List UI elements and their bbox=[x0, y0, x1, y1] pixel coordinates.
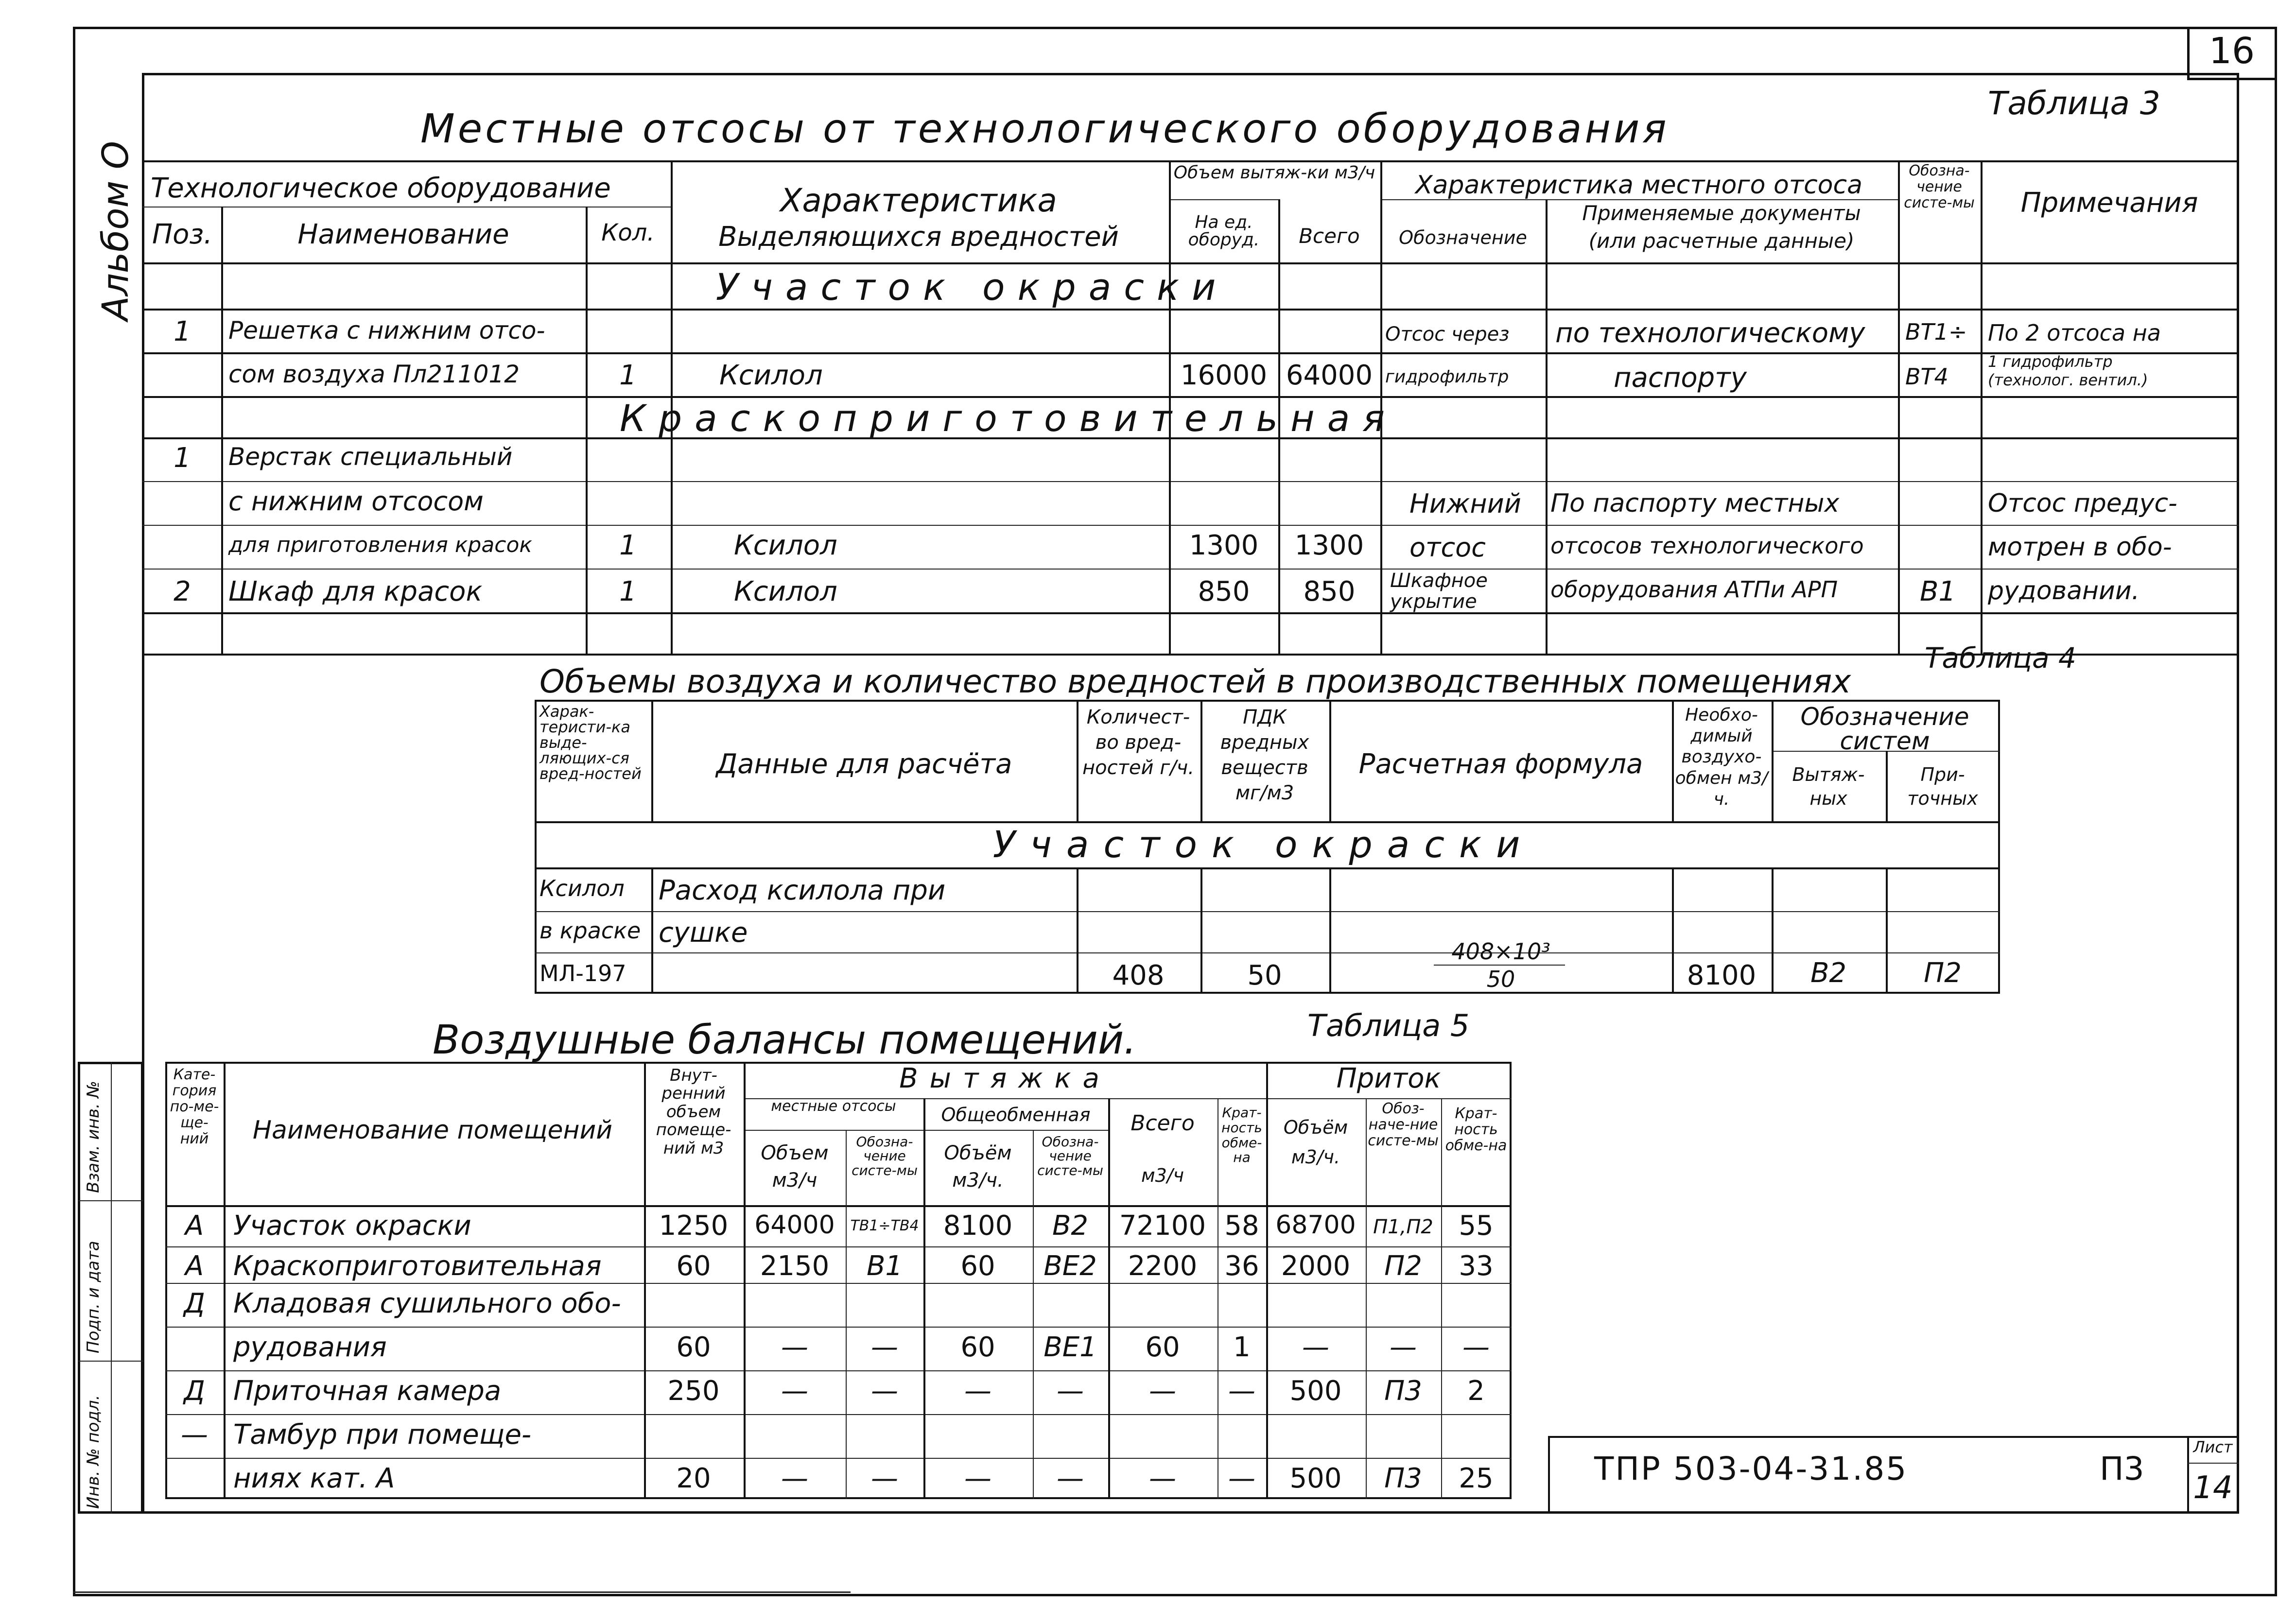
t4-h-systems: Обозначение систем bbox=[1800, 703, 1969, 755]
t5-r4-sv: 500 bbox=[1289, 1463, 1342, 1494]
t3-r3-desig1: Шкафное bbox=[1390, 570, 1488, 592]
t5-r2-rate: 1 bbox=[1233, 1331, 1251, 1363]
drawing-code: ТПР 503-04-31.85 bbox=[1594, 1450, 1908, 1487]
t3-r1-note2: 1 гидрофильтр bbox=[1988, 352, 2113, 371]
t5-r0-tot: 72100 bbox=[1119, 1210, 1206, 1242]
t3-r2-subst: Ксилол bbox=[734, 530, 837, 561]
drawing-mark: П3 bbox=[2100, 1450, 2144, 1487]
t5-r4-cat: — bbox=[181, 1419, 208, 1451]
t5-r2-ls: — bbox=[871, 1331, 898, 1363]
t5-h-sup-sys: Обоз-наче-ние систе-мы bbox=[1368, 1100, 1439, 1149]
t3-section-paint-prep: Краскоприготовительная bbox=[619, 397, 1398, 440]
t3-r1-desig1: Отсос через bbox=[1385, 323, 1510, 346]
bottom-rule bbox=[73, 1591, 851, 1593]
t3-h-name: Наименование bbox=[297, 219, 509, 250]
table4-title: Объемы воздуха и количество вредностей в производственных помещениях bbox=[539, 663, 1851, 700]
t5-r1-sr: 33 bbox=[1459, 1250, 1494, 1282]
t3-h-total: Всего bbox=[1299, 224, 1360, 248]
t3-r1-doc1: по технологическому bbox=[1555, 317, 1865, 349]
t3-r2-name2: с нижним отсосом bbox=[228, 486, 484, 517]
t3-section-painting: Участок окраски bbox=[715, 265, 1229, 309]
t3-h-docs2: (или расчетные данные) bbox=[1588, 229, 1855, 253]
table3-caption: Таблица 3 bbox=[1988, 85, 2160, 122]
album-label: Альбом О bbox=[95, 140, 137, 321]
t3-r1-name2: сом воздуха Пл211012 bbox=[228, 360, 520, 388]
t5-h-local-sys: Обозна-чение систе-мы bbox=[852, 1134, 918, 1178]
t3-r2-desig1: Нижний bbox=[1409, 488, 1521, 519]
t3-h-local: Характеристика местного отсоса bbox=[1415, 171, 1862, 200]
t5-r3-vol: 250 bbox=[667, 1375, 720, 1407]
t3-h-unit: На ед. оборуд. bbox=[1188, 212, 1260, 250]
t3-h-equipment: Технологическое оборудование bbox=[151, 173, 611, 204]
t3-r2-doc2: отсосов технологического bbox=[1550, 533, 1864, 559]
t5-r1-sv: 2000 bbox=[1281, 1250, 1351, 1282]
t5-h-volume: Внут-ренний объем помеще-ний м3 bbox=[656, 1066, 731, 1158]
t5-r3-sr: 2 bbox=[1467, 1375, 1485, 1407]
t3-r3-pos: 2 bbox=[174, 576, 191, 607]
t3-r2-doc3: оборудования АТПи АРП bbox=[1550, 576, 1838, 603]
t3-r2-desig2: отсос bbox=[1409, 532, 1486, 563]
t5-h-total: Всего bbox=[1131, 1111, 1195, 1136]
t3-r1-name1: Решетка с нижним отсо- bbox=[228, 316, 545, 345]
t3-r2-name1: Верстак специальный bbox=[228, 443, 513, 471]
t4-formula-den: 50 bbox=[1486, 966, 1515, 992]
t3-r1-note3: (технолог. вентил.) bbox=[1988, 371, 2148, 389]
t5-r2-lv: — bbox=[781, 1331, 808, 1363]
t3-h-system: Обозна-чение систе-мы bbox=[1904, 162, 1975, 211]
t5-r2-sr: — bbox=[1462, 1331, 1490, 1363]
t3-r3-subst: Ксилол bbox=[734, 576, 837, 607]
t5-r0-sv: 68700 bbox=[1275, 1210, 1356, 1240]
t5-r3-tot: — bbox=[1149, 1375, 1176, 1407]
t3-r3-name: Шкаф для красок bbox=[228, 576, 483, 607]
t5-r0-ss: П1,П2 bbox=[1373, 1216, 1433, 1238]
t5-r4-ss: П3 bbox=[1384, 1463, 1422, 1494]
t4-h-supply: При-точных bbox=[1907, 764, 1978, 810]
t5-r0-rate: 58 bbox=[1224, 1210, 1259, 1242]
table5-caption: Таблица 5 bbox=[1307, 1008, 1470, 1043]
t5-r1-rate: 36 bbox=[1224, 1250, 1259, 1282]
t5-r2-vol: 60 bbox=[676, 1331, 711, 1363]
t5-r2-gs: ВЕ1 bbox=[1044, 1331, 1097, 1363]
t5-r1-ss: П2 bbox=[1384, 1250, 1422, 1282]
t3-h-docs1: Применяемые документы bbox=[1582, 201, 1861, 225]
t4-pdk: 50 bbox=[1247, 960, 1282, 991]
sheet-page-number: 14 bbox=[2193, 1470, 2233, 1506]
t4-section-painting: Участок окраски bbox=[992, 823, 1535, 866]
t4-airflow: 8100 bbox=[1687, 960, 1757, 991]
t3-r1-unit: 16000 bbox=[1180, 360, 1268, 391]
t5-r0-cat: А bbox=[185, 1210, 204, 1242]
t5-r0-vol: 1250 bbox=[659, 1210, 729, 1242]
t5-r0-gv: 8100 bbox=[943, 1210, 1013, 1242]
t5-r2-tot: 60 bbox=[1145, 1331, 1180, 1363]
t3-r1-pos: 1 bbox=[174, 316, 191, 347]
t3-r1-doc2: паспорту bbox=[1614, 362, 1747, 394]
t3-h-char2: Выделяющихся вредностей bbox=[718, 221, 1119, 253]
t3-r3-desig2: укрытие bbox=[1390, 590, 1477, 613]
t5-r1-cat: А bbox=[185, 1250, 204, 1282]
t5-r1-ls: В1 bbox=[866, 1250, 903, 1282]
t5-r3-gv: — bbox=[964, 1375, 991, 1407]
t5-r4-name2: ниях кат. А bbox=[233, 1463, 395, 1494]
t5-r3-cat: Д bbox=[184, 1375, 205, 1407]
t5-r4-ls: — bbox=[871, 1463, 898, 1494]
t5-h-general: Общеобменная bbox=[941, 1104, 1091, 1125]
t5-r1-tot: 2200 bbox=[1128, 1250, 1198, 1282]
t3-h-volume: Объем вытяж-ки м3/ч bbox=[1173, 163, 1375, 183]
t3-r3-qty: 1 bbox=[619, 576, 637, 607]
t3-r1-desig2: гидрофильтр bbox=[1385, 367, 1509, 387]
t3-r2-unit: 1300 bbox=[1189, 530, 1259, 561]
t5-h-sup-rate: Крат-ность обме-на bbox=[1445, 1105, 1507, 1154]
t4-xylene: Ксилол bbox=[539, 875, 625, 901]
t3-r2-note3: рудовании. bbox=[1988, 576, 2140, 605]
t5-r2-sv: — bbox=[1302, 1331, 1329, 1363]
t4-data2: сушке bbox=[659, 917, 748, 949]
table4-caption: Таблица 4 bbox=[1925, 641, 2076, 674]
t5-r2-name2: рудования bbox=[233, 1331, 387, 1363]
t5-h-name: Наименование помещений bbox=[252, 1116, 613, 1145]
t5-r1-name: Краскоприготовительная bbox=[233, 1250, 602, 1282]
t4-h-characteristic: Харак-теристи-ка выде-ляющих-ся вред-ностей bbox=[539, 702, 642, 783]
t3-r2-total: 1300 bbox=[1294, 530, 1364, 561]
t3-r2-qty: 1 bbox=[619, 530, 637, 561]
t5-r1-vol: 60 bbox=[676, 1250, 711, 1282]
t4-h-quantity: Количест-во вред-ностей г/ч. bbox=[1082, 706, 1195, 779]
t5-r4-lv: — bbox=[781, 1463, 808, 1494]
t5-r3-rate: — bbox=[1228, 1375, 1255, 1407]
t3-h-qty: Кол. bbox=[601, 219, 655, 246]
t4-in-paint: в краске bbox=[539, 917, 641, 944]
t4-h-exhaust: Вытяж-ных bbox=[1792, 764, 1865, 810]
t5-h-local: местные отсосы bbox=[771, 1098, 896, 1115]
t3-r1-note1: По 2 отсоса на bbox=[1988, 320, 2161, 346]
t3-r2-name3: для приготовления красок bbox=[228, 533, 532, 557]
t5-r4-gv: — bbox=[964, 1463, 991, 1494]
t5-r4-gs: — bbox=[1057, 1463, 1084, 1494]
t3-r3-total: 850 bbox=[1303, 576, 1356, 607]
table5-title: Воздушные балансы помещений. bbox=[433, 1017, 1137, 1063]
t4-ml197: МЛ-197 bbox=[539, 960, 626, 986]
t3-h-notes: Примечания bbox=[2020, 187, 2198, 219]
side-stamp-replace: Взам. инв. № bbox=[84, 1081, 103, 1193]
t3-r1-qty: 1 bbox=[619, 360, 637, 391]
t3-r2-doc1: По паспорту местных bbox=[1550, 489, 1840, 518]
t5-r2-ss: — bbox=[1390, 1331, 1417, 1363]
t5-r4-rate: — bbox=[1228, 1463, 1255, 1494]
t3-h-char: Характеристика bbox=[780, 182, 1057, 219]
t5-h-category: Кате-гория по-ме-ще-ний bbox=[170, 1066, 219, 1147]
t5-r2-name: Кладовая сушильного обо- bbox=[233, 1288, 621, 1319]
t5-r0-gs: В2 bbox=[1052, 1210, 1089, 1242]
t5-r2-cat: Д bbox=[184, 1288, 205, 1319]
t5-h-gen-sys: Обозна-чение систе-мы bbox=[1037, 1134, 1103, 1178]
table3-title: Местные отсосы от технологического оборудования bbox=[420, 106, 1670, 152]
sheet-number: 16 bbox=[2209, 30, 2255, 72]
t4-h-formula: Расчетная формула bbox=[1358, 748, 1643, 780]
t4-h-airflow: Необхо-димый воздухо-обмен м3/ч. bbox=[1675, 705, 1768, 809]
t3-r2-pos: 1 bbox=[174, 442, 191, 474]
t3-r1-sys1: ВТ1÷ bbox=[1905, 319, 1967, 345]
t5-r3-sv: 500 bbox=[1289, 1375, 1342, 1407]
t5-r0-ls: ТВ1÷ТВ4 bbox=[850, 1217, 919, 1234]
t5-r3-lv: — bbox=[781, 1375, 808, 1407]
t5-r4-name: Тамбур при помеще- bbox=[233, 1419, 532, 1451]
t5-h-sup-vol: Объём м3/ч. bbox=[1283, 1117, 1348, 1168]
t3-r2-note2: мотрен в обо- bbox=[1988, 533, 2172, 562]
side-stamp-inv: Инв. № подл. bbox=[84, 1395, 103, 1509]
t5-r4-tot: — bbox=[1149, 1463, 1176, 1494]
t5-h-total-unit: м3/ч bbox=[1141, 1165, 1184, 1186]
t5-r0-lv: 64000 bbox=[754, 1210, 835, 1240]
t5-r0-sr: 55 bbox=[1459, 1210, 1494, 1242]
t5-r3-ls: — bbox=[871, 1375, 898, 1407]
t3-r2-note1: Отсос предус- bbox=[1988, 489, 2177, 518]
t5-h-exhaust: Вытяжка bbox=[899, 1063, 1111, 1094]
t5-h-rate: Крат-ность обме-на bbox=[1221, 1105, 1262, 1166]
sheet-label: Лист bbox=[2193, 1438, 2233, 1456]
t5-h-gen-vol: Объём м3/ч. bbox=[944, 1142, 1012, 1192]
t5-r3-ss: П3 bbox=[1384, 1375, 1422, 1407]
t5-r3-gs: — bbox=[1057, 1375, 1084, 1407]
t4-data1: Расход ксилола при bbox=[659, 875, 946, 906]
t4-h-mac: ПДК вредных веществ мг/м3 bbox=[1220, 706, 1309, 804]
t3-r1-total: 64000 bbox=[1286, 360, 1373, 391]
t5-r4-sr: 25 bbox=[1459, 1463, 1494, 1494]
t3-r3-sys: В1 bbox=[1920, 576, 1956, 607]
t5-h-supply: Приток bbox=[1336, 1063, 1441, 1094]
t5-r1-gs: ВЕ2 bbox=[1044, 1250, 1097, 1282]
t5-r3-name: Приточная камера bbox=[233, 1375, 502, 1407]
t5-r1-lv: 2150 bbox=[760, 1250, 830, 1282]
t4-h-data: Данные для расчёта bbox=[716, 748, 1012, 780]
t5-r0-name: Участок окраски bbox=[233, 1210, 471, 1242]
t5-r1-gv: 60 bbox=[960, 1250, 995, 1282]
side-stamp-sign: Подп. и дата bbox=[84, 1241, 103, 1353]
t3-r3-unit: 850 bbox=[1198, 576, 1250, 607]
t3-h-pos: Поз. bbox=[152, 219, 212, 250]
t3-r1-subst: Ксилол bbox=[719, 360, 823, 391]
t3-r1-sys2: ВТ4 bbox=[1905, 363, 1948, 390]
t3-h-desig: Обозначение bbox=[1399, 227, 1527, 248]
t4-supply: П2 bbox=[1924, 957, 1962, 989]
t4-qty: 408 bbox=[1112, 960, 1165, 991]
t5-r2-gv: 60 bbox=[960, 1331, 995, 1363]
t5-h-local-vol: Объем м3/ч bbox=[761, 1142, 829, 1192]
t4-formula-num: 408×10³ bbox=[1451, 938, 1550, 965]
t5-r4-vol: 20 bbox=[676, 1463, 711, 1494]
t4-exhaust: В2 bbox=[1810, 957, 1847, 989]
